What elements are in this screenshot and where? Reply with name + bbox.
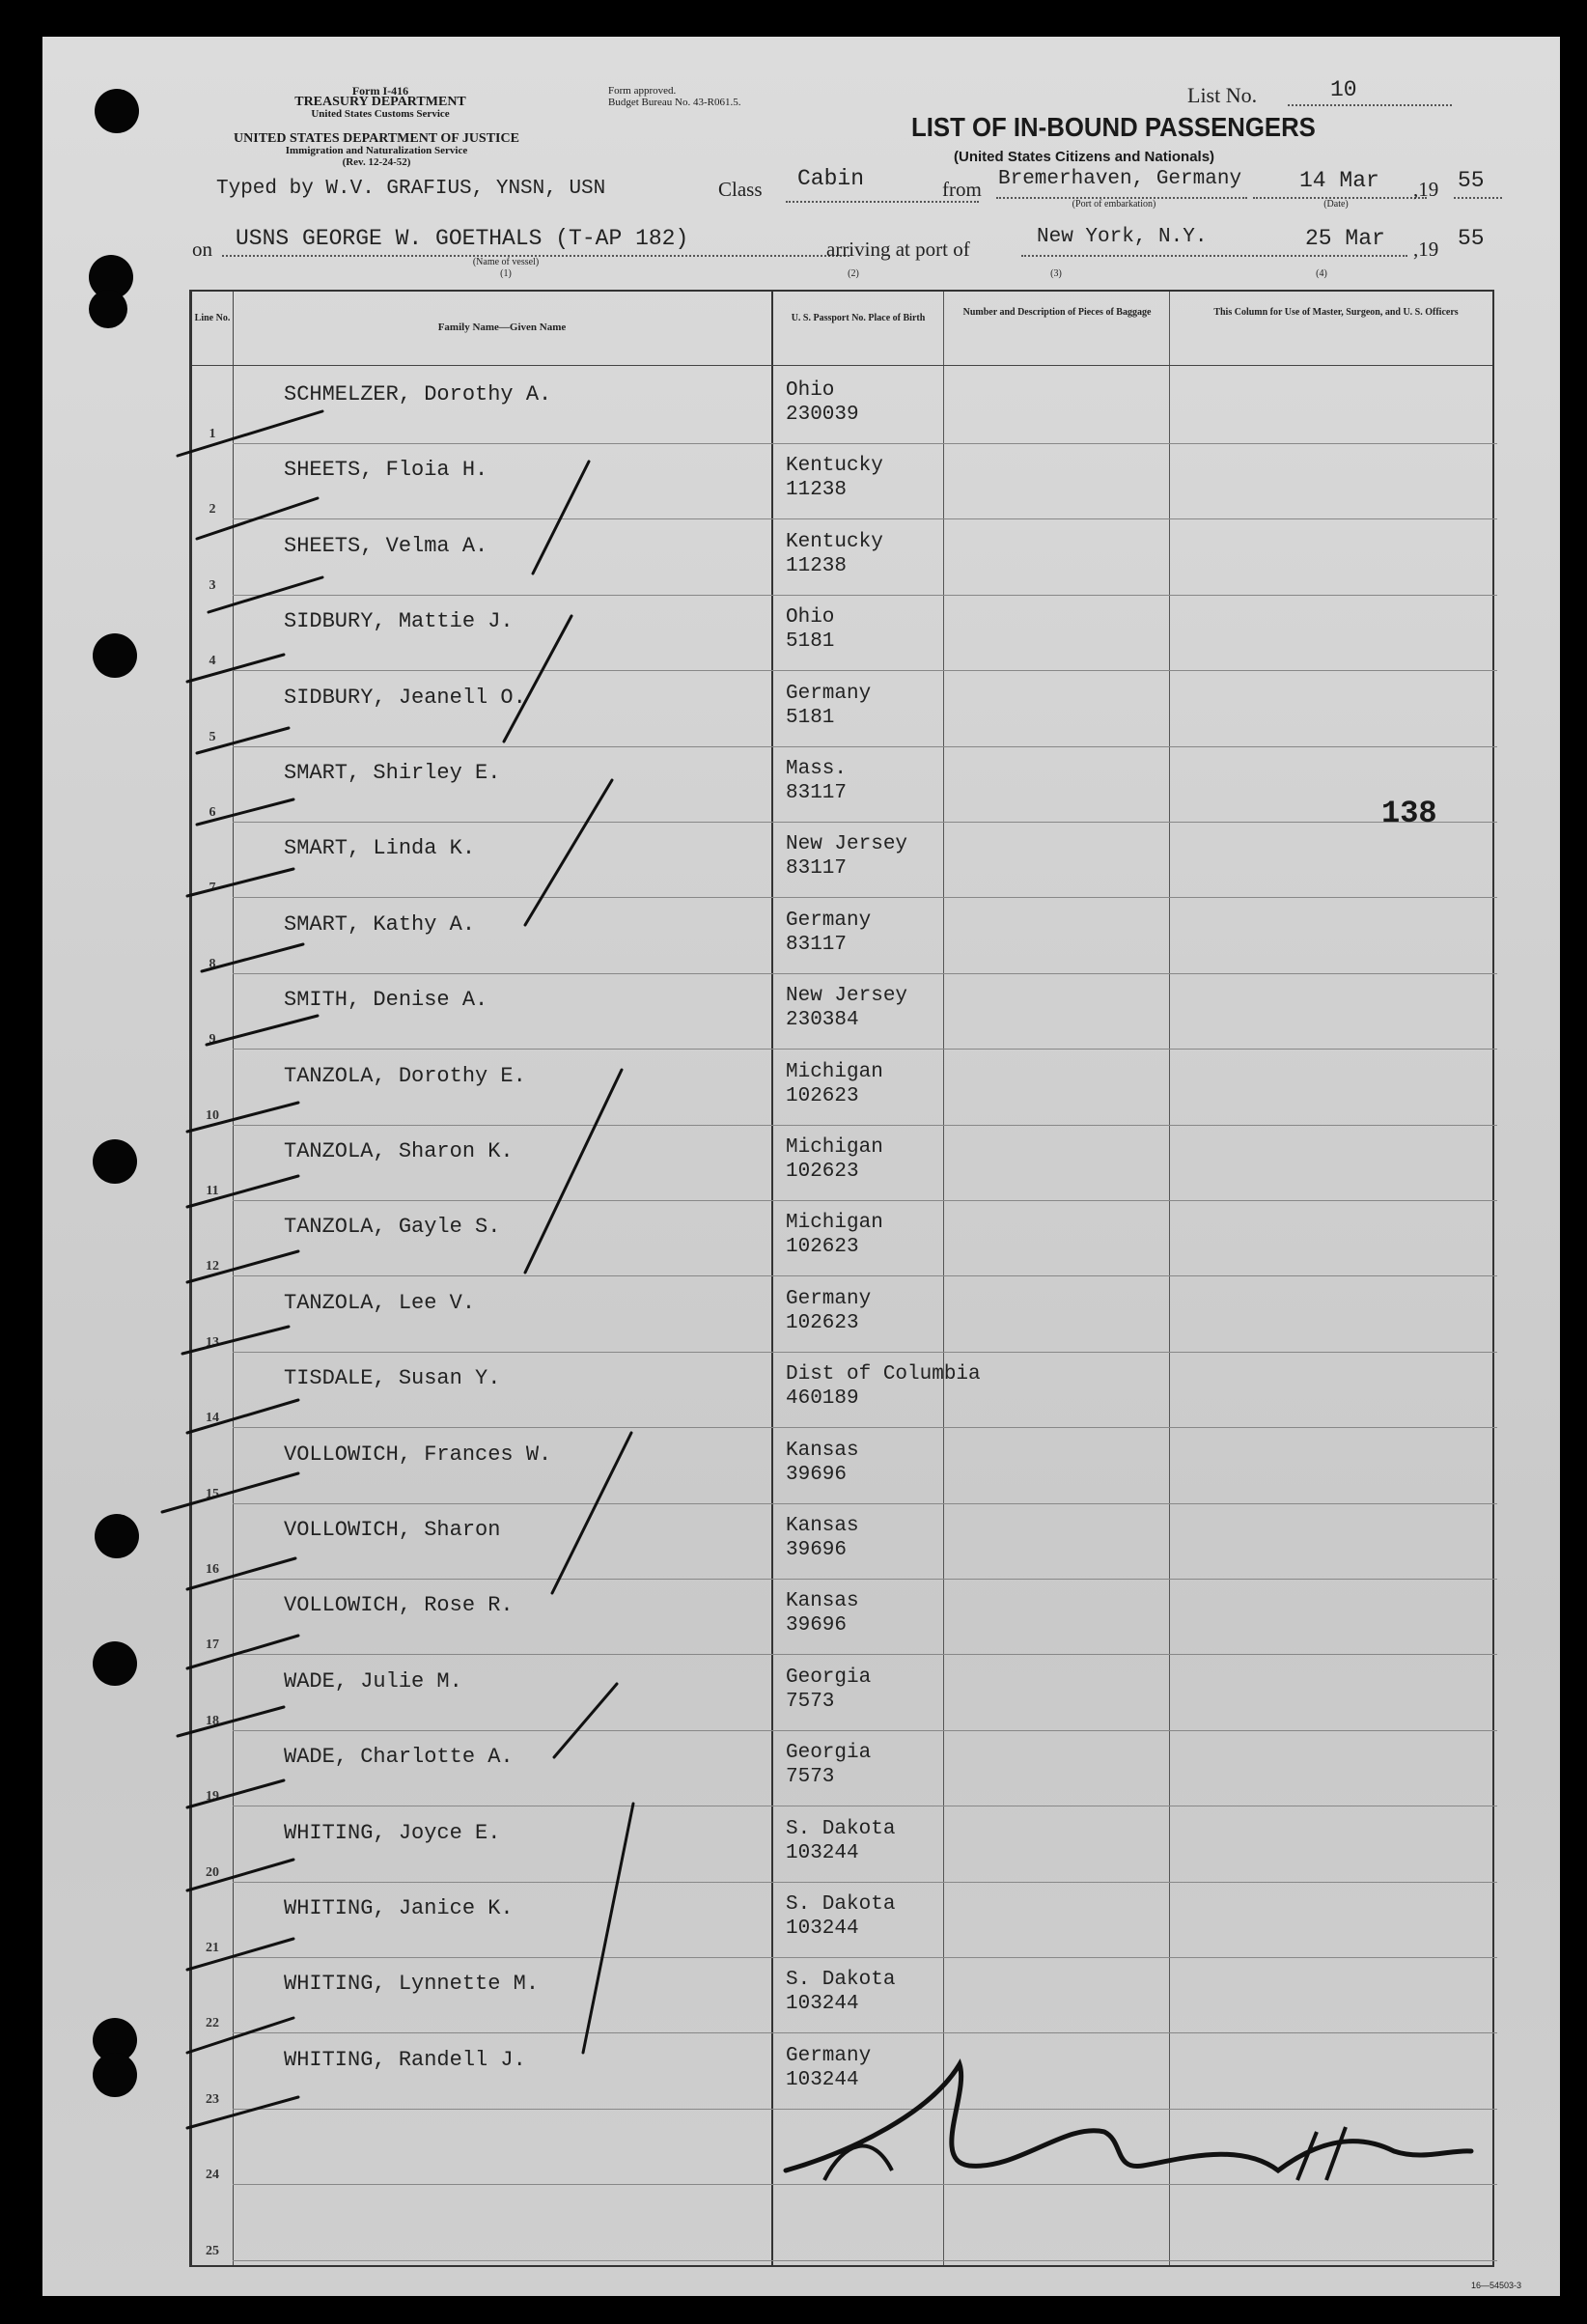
place-of-birth: Germany: [786, 909, 872, 932]
class-value: Cabin: [797, 166, 865, 191]
header-baggage: Number and Description of Pieces of Baggage: [962, 307, 1152, 318]
place-of-birth: Michigan: [786, 1212, 883, 1235]
passport-number: 230039: [786, 404, 859, 426]
place-of-birth: Kansas: [786, 1515, 859, 1537]
line-number: 16: [206, 1562, 219, 1577]
line-number: 19: [206, 1789, 219, 1805]
vessel-caption: (Name of vessel): [472, 257, 540, 267]
embarkation-port: Bremerhaven, Germany: [998, 168, 1242, 190]
page-subtitle: (United States Citizens and Nationals): [954, 149, 1215, 165]
passenger-name: WHITING, Lynnette M.: [284, 1972, 540, 1997]
arrival-date: 25 Mar: [1305, 226, 1385, 251]
place-of-birth: Kentucky: [786, 455, 883, 478]
header-passport: U. S. Passport No. Place of Birth: [791, 313, 926, 323]
passport-number: 11238: [786, 479, 848, 502]
line-number: 15: [206, 1486, 219, 1501]
place-of-birth: S. Dakota: [786, 1969, 896, 1992]
place-of-birth: New Jersey: [786, 833, 908, 856]
approved-line: Form approved.: [608, 85, 677, 97]
form-number: Form I-416: [351, 84, 409, 98]
line-number: 17: [206, 1638, 219, 1653]
col-1-caption: (1): [500, 268, 512, 279]
line-number: 13: [206, 1334, 219, 1350]
line-number: 7: [209, 881, 216, 896]
line-number: 14: [206, 1411, 219, 1426]
passport-number: 5181: [786, 630, 835, 654]
place-of-birth: Germany: [786, 682, 872, 705]
line-number: 3: [209, 577, 216, 593]
passenger-name: SHEETS, Velma A.: [284, 533, 488, 558]
place-of-birth: Kentucky: [786, 530, 883, 553]
punch-hole: [89, 290, 127, 328]
passport-number: 103244: [786, 1993, 859, 2016]
handwritten-check-marks: [42, 37, 1560, 2296]
passport-number: 103244: [786, 1841, 859, 1864]
passport-number: 7573: [786, 1690, 835, 1713]
passenger-name: TANZOLA, Sharon K.: [284, 1139, 514, 1163]
place-of-birth: New Jersey: [786, 985, 908, 1008]
passport-number: 230384: [786, 1009, 859, 1032]
on-label: on: [192, 238, 212, 261]
passenger-name: WHITING, Janice K.: [284, 1896, 514, 1920]
passenger-name: TANZOLA, Dorothy E.: [284, 1063, 526, 1088]
line-number: 2: [209, 502, 216, 518]
col-2-caption: (2): [848, 268, 859, 279]
dept-justice: UNITED STATES DEPARTMENT OF JUSTICE: [234, 131, 519, 146]
place-of-birth: Ohio: [786, 606, 835, 630]
line-number: 6: [209, 805, 216, 820]
place-of-birth: Georgia: [786, 1742, 872, 1765]
place-of-birth: S. Dakota: [786, 1817, 896, 1840]
punch-hole: [95, 1514, 139, 1558]
manifest-page: [42, 37, 1560, 2296]
departure-date: 14 Mar: [1299, 168, 1379, 193]
passport-number: 7573: [786, 1766, 835, 1789]
line-number: 21: [206, 1941, 219, 1955]
officer-signature: [738, 2035, 1490, 2209]
dept-treasury: TREASURY DEPARTMENT: [294, 95, 466, 109]
passenger-name: VOLLOWICH, Rose R.: [284, 1593, 514, 1618]
departure-year-prefix: ,19: [1413, 178, 1439, 201]
budget-bureau: Budget Bureau No. 43-R061.5.: [608, 97, 741, 108]
departure-year: 55: [1458, 168, 1485, 193]
place-of-birth: Kansas: [786, 1439, 859, 1462]
place-of-birth: Germany: [786, 1287, 872, 1310]
passenger-name: SMART, Kathy A.: [284, 911, 476, 937]
list-no-value: 10: [1330, 77, 1357, 102]
passenger-name: TISDALE, Susan Y.: [284, 1366, 501, 1391]
passport-number: 103244: [786, 2068, 859, 2091]
passport-number: 460189: [786, 1387, 859, 1411]
passenger-name: WADE, Julie M.: [284, 1668, 462, 1694]
passport-number: 83117: [786, 857, 848, 881]
typed-by: Typed by W.V. GRAFIUS, YNSN, USN: [216, 178, 606, 200]
header-line-no: Line No.: [194, 313, 231, 323]
passport-number: 39696: [786, 1463, 848, 1486]
line-number: 10: [206, 1107, 219, 1123]
passenger-name: WHITING, Joyce E.: [284, 1820, 501, 1845]
line-number: 18: [206, 1713, 219, 1728]
punch-hole: [93, 633, 137, 678]
passenger-name: SMART, Shirley E.: [284, 761, 501, 785]
passenger-name: SMITH, Denise A.: [284, 988, 488, 1013]
punch-hole: [93, 2053, 137, 2097]
line-number: 5: [209, 729, 216, 744]
list-no-label: List No.: [1187, 83, 1258, 107]
punch-hole: [93, 1139, 137, 1184]
passport-number: 102623: [786, 1236, 859, 1259]
col-3-caption: (3): [1050, 268, 1062, 279]
passenger-name: SCHMELZER, Dorothy A.: [284, 382, 552, 406]
line-number: 22: [206, 2016, 219, 2031]
passport-number: 102623: [786, 1311, 859, 1334]
line-number: 24: [206, 2168, 219, 2183]
header-name: Family Name—Given Name: [437, 322, 567, 333]
passenger-name: SMART, Linda K.: [284, 836, 476, 861]
arrival-year: 55: [1458, 226, 1485, 251]
line-number: 23: [206, 2091, 219, 2107]
line-number: 25: [206, 2243, 219, 2258]
place-of-birth: Mass.: [786, 758, 848, 780]
passport-number: 5181: [786, 706, 835, 729]
line-number: 12: [206, 1259, 219, 1274]
arrival-port: New York, N.Y.: [1037, 226, 1208, 248]
passenger-name: VOLLOWICH, Frances W.: [284, 1442, 552, 1467]
passenger-name: SIDBURY, Jeanell O.: [284, 685, 526, 710]
passenger-name: VOLLOWICH, Sharon: [284, 1518, 501, 1542]
line-number: 11: [206, 1184, 219, 1198]
vessel-name: USNS GEORGE W. GOETHALS (T-AP 182): [236, 226, 689, 251]
line-number: 9: [209, 1032, 216, 1048]
passenger-name: WADE, Charlotte A.: [284, 1745, 514, 1770]
class-label: Class: [718, 178, 763, 201]
passenger-name: TANZOLA, Lee V.: [284, 1290, 476, 1315]
passenger-name: SHEETS, Floia H.: [284, 458, 488, 483]
place-of-birth: Kansas: [786, 1590, 859, 1613]
arriving-label: arriving at port of: [826, 238, 970, 261]
passport-number: 83117: [786, 782, 848, 804]
place-of-birth: Dist of Columbia: [786, 1363, 981, 1386]
passport-number: 39696: [786, 1539, 848, 1561]
place-of-birth: Germany: [786, 2044, 872, 2067]
embarkation-caption: (Port of embarkation): [1072, 199, 1156, 210]
col-4-caption: (4): [1316, 268, 1327, 279]
passenger-name: TANZOLA, Gayle S.: [284, 1215, 501, 1240]
place-of-birth: S. Dakota: [786, 1893, 896, 1916]
passport-number: 102623: [786, 1084, 859, 1107]
arrival-year-prefix: ,19: [1413, 238, 1439, 261]
punch-hole: [95, 89, 139, 133]
passport-number: 103244: [786, 1918, 859, 1940]
line-number: 1: [209, 427, 216, 441]
date-caption: (Date): [1323, 199, 1349, 210]
place-of-birth: Michigan: [786, 1060, 883, 1083]
passenger-name: WHITING, Randell J.: [284, 2047, 526, 2072]
punch-hole: [93, 1641, 137, 1686]
place-of-birth: Michigan: [786, 1136, 883, 1159]
passport-number: 11238: [786, 554, 848, 577]
from-label: from: [942, 178, 982, 201]
place-of-birth: Ohio: [786, 379, 835, 402]
line-number: 8: [209, 956, 216, 971]
line-number: 20: [206, 1864, 219, 1880]
passport-number: 39696: [786, 1614, 848, 1638]
form-revision: (Rev. 12-24-52): [342, 156, 411, 168]
passenger-name: SIDBURY, Mattie J.: [284, 609, 514, 634]
passport-number: 83117: [786, 933, 848, 956]
passport-number: 102623: [786, 1161, 859, 1183]
footer-code: 16—54503-3: [1471, 2281, 1522, 2290]
dept-customs: United States Customs Service: [311, 108, 450, 120]
header-officers: This Column for Use of Master, Surgeon, and U. S. Officers: [1213, 307, 1459, 318]
dept-ins: Immigration and Naturalization Service: [285, 145, 468, 156]
page-title: LIST OF IN-BOUND PASSENGERS: [911, 112, 1316, 142]
place-of-birth: Georgia: [786, 1666, 872, 1689]
officer-count-note: 138: [1381, 796, 1437, 831]
line-number: 4: [209, 654, 216, 669]
